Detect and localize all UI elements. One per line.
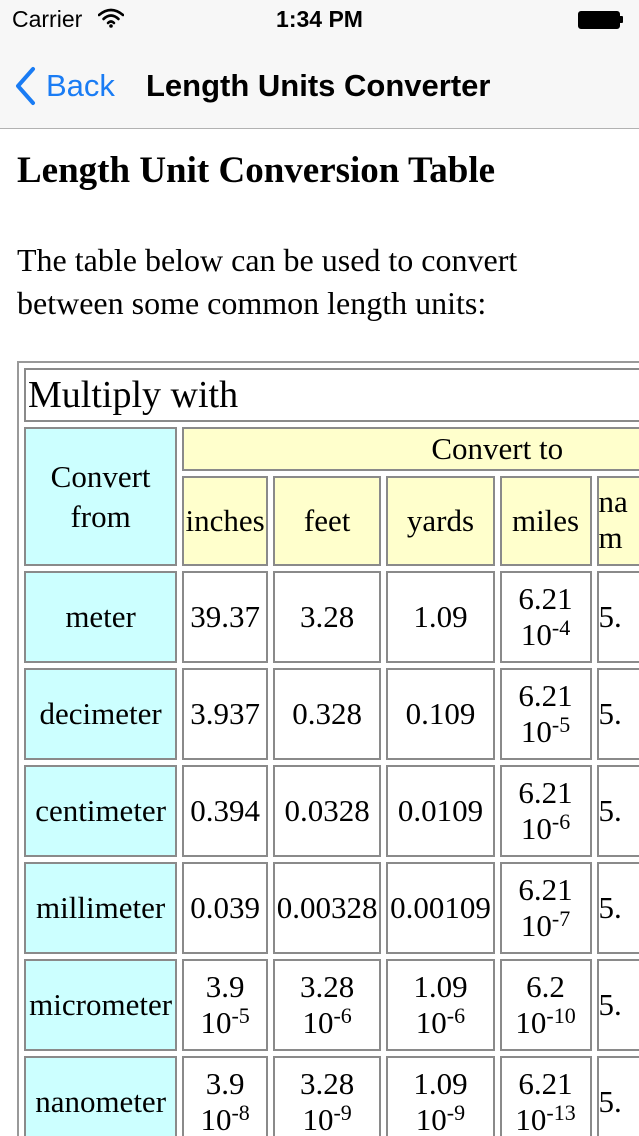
table-cell: 6.2 $10^{-10}$ (500, 959, 592, 1051)
cell-mantissa: 3.9 (205, 969, 245, 1004)
table-cell: 5. (597, 959, 639, 1051)
chevron-left-icon (14, 66, 36, 106)
page-heading: Length Unit Conversion Table (17, 150, 496, 191)
unit-header-nautical-miles (597, 476, 639, 566)
table-cell: 3.28 $10^{-6}$ (273, 959, 381, 1051)
cell-mantissa: 6.21 (518, 872, 573, 907)
table-cell: 5. (597, 1056, 639, 1136)
table-cell: 6.21 $10^{-4}$ (500, 571, 592, 663)
table-cell: 3.28 $10^{-9}$ (273, 1056, 381, 1136)
table-cell: 6.21 $10^{-6}$ (500, 765, 592, 857)
table-cell: 0.0109 (386, 765, 494, 857)
table-cell: 0.394 (182, 765, 268, 857)
table-cell: 6.21 $10^{-13}$ (500, 1056, 592, 1136)
table-cell: 0.00328 (273, 862, 381, 954)
cell-exponent: -6 (551, 809, 571, 834)
table-cell: 5. (597, 765, 639, 857)
table-cell: 0.328 (273, 668, 381, 760)
table-row (24, 959, 639, 1051)
row-label: micrometer (24, 959, 177, 1051)
table-cell: 3.937 (182, 668, 268, 760)
cell-mantissa: 6.2 (526, 969, 565, 1004)
cell-exponent: -8 (231, 1100, 250, 1125)
row-label: centimeter (24, 765, 177, 857)
back-label: Back (46, 68, 115, 103)
conversion-table (17, 361, 639, 1136)
cell-exponent: -6 (446, 1003, 466, 1028)
battery-icon (578, 11, 624, 29)
navigation-bar (0, 40, 639, 129)
table-cell: 5. (597, 668, 639, 760)
table-cell: 39.37 (182, 571, 268, 663)
row-label: nanometer (24, 1056, 177, 1136)
cell-exponent: -5 (231, 1003, 250, 1028)
cell-exponent: -5 (551, 712, 571, 737)
cell-mantissa: 6.21 (518, 581, 573, 616)
intro-paragraph: The table below can be used to convert between some common length units: (17, 242, 518, 321)
table-cell: 0.039 (182, 862, 268, 954)
status-bar (0, 0, 639, 40)
cell-mantissa: 3.28 (300, 1066, 355, 1101)
cell-exponent: -13 (546, 1100, 576, 1125)
table-row (24, 571, 639, 663)
table-row (24, 668, 639, 760)
web-content[interactable] (0, 129, 639, 1136)
cell-exponent: -9 (446, 1100, 466, 1125)
table-cell: 0.00109 (386, 862, 494, 954)
cell-exponent: -6 (333, 1003, 352, 1028)
row-label: meter (24, 571, 177, 663)
cell-mantissa: 6.21 (518, 678, 573, 713)
convert-from-header: Convert from (24, 427, 177, 566)
row-label: millimeter (24, 862, 177, 954)
table-caption: Multiply with (24, 368, 639, 422)
table-cell: 1.09 (386, 571, 494, 663)
clock-time: 1:34 PM (276, 6, 363, 32)
row-label: decimeter (24, 668, 177, 760)
table-cell: 6.21 $10^{-5}$ (500, 668, 592, 760)
table-row (24, 1056, 639, 1136)
unit-header-yards: yards (386, 476, 494, 566)
back-button[interactable] (14, 64, 115, 108)
unit-header-feet: feet (273, 476, 381, 566)
cell-exponent: -10 (546, 1003, 576, 1028)
cell-exponent: -7 (551, 906, 571, 931)
table-cell: 3.9 $10^{-5}$ (182, 959, 268, 1051)
cell-mantissa: 1.09 (413, 1066, 468, 1101)
cell-exponent: -9 (333, 1100, 352, 1125)
carrier-label: Carrier (12, 6, 83, 32)
table-row (24, 862, 639, 954)
unit-header-nautical-label: na m (598, 484, 628, 555)
table-cell: 3.9 $10^{-8}$ (182, 1056, 268, 1136)
cell-mantissa: 1.09 (413, 969, 468, 1004)
cell-mantissa: 3.28 (300, 969, 355, 1004)
cell-mantissa: 3.9 (205, 1066, 245, 1101)
unit-header-inches: inches (182, 476, 268, 566)
table-cell: 1.09 $10^{-9}$ (386, 1056, 494, 1136)
cell-mantissa: 6.21 (518, 1066, 573, 1101)
cell-mantissa: 6.21 (518, 775, 573, 810)
convert-to-header (182, 427, 639, 471)
cell-exponent: -4 (551, 615, 571, 640)
table-cell: 6.21 $10^{-7}$ (500, 862, 592, 954)
table-cell: 1.09 $10^{-6}$ (386, 959, 494, 1051)
conversion-table-wrapper (17, 361, 639, 1136)
table-cell: 0.0328 (273, 765, 381, 857)
table-cell: 5. (597, 862, 639, 954)
nav-title: Length Units Converter (146, 68, 491, 103)
convert-to-label: Convert to (431, 431, 564, 466)
table-cell: 5. (597, 571, 639, 663)
table-row (24, 765, 639, 857)
table-cell: 0.109 (386, 668, 494, 760)
table-cell: 3.28 (273, 571, 381, 663)
unit-header-miles: miles (500, 476, 592, 566)
